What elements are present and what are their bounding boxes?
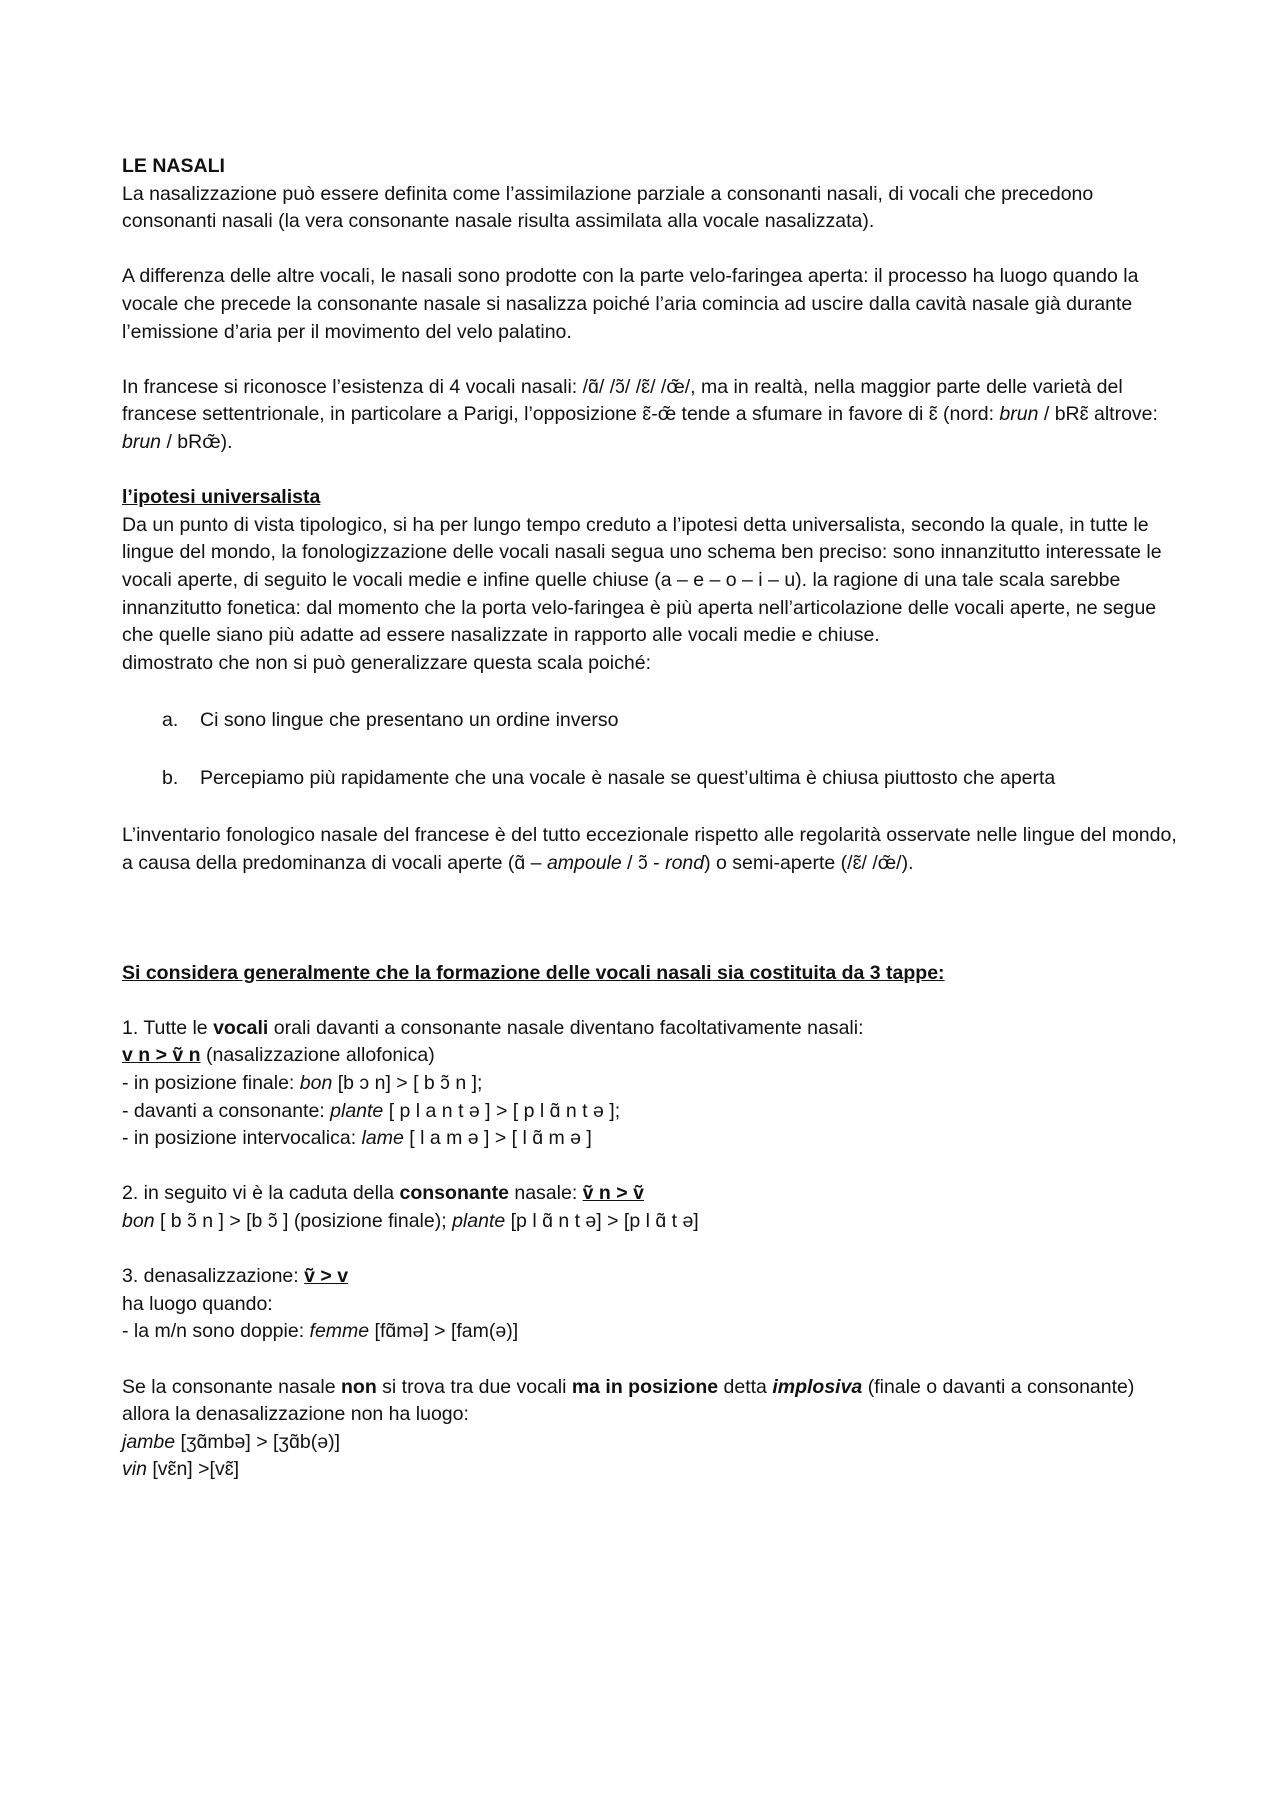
stage-1-rule: v n > ṽ n xyxy=(122,1044,201,1067)
stage-1-example: - davanti a consonante: plante [ p l a n t ə ] > [ p l ɑ̃ n t ə ]; xyxy=(122,1099,621,1122)
final-example: jambe [ʒɑ̃mbə] > [ʒɑ̃b(ə)] xyxy=(122,1430,340,1453)
stage-3: 3. denasalizzazione: ṽ > v ha luogo quando: - la m/n sono doppie: femme [fɑ̃mə] > [fam(ə)] xyxy=(122,1263,1180,1346)
stage-2: 2. in seguito vi è la caduta della consonante nasale: ṽ n > ṽ bon [ b ɔ̃ n ] > [b ɔ̃ ] (posizione finale); plante [p l ɑ̃ n t ə] > [p l ɑ̃ t ə] xyxy=(122,1180,1180,1235)
universalist-heading: l’ipotesi universalista xyxy=(122,486,321,509)
intro-paragraph-1: La nasalizzazione può essere definita come l’assimilazione parziale a consonanti nasali, di vocali che precedono consonanti nasali (la vera consonante nasale risulta assimilata alla vocale nasalizzata). xyxy=(122,182,1094,233)
intro-paragraph-2: A differenza delle altre vocali, le nasali sono prodotte con la parte velo-faringea aperta: il processo ha luogo quando la vocale che precede la consonante nasale si nasalizza poiché l’aria comincia ad uscire dalla cavità nasale già durante l’emissione d’aria per il movimento del velo palatino. xyxy=(122,265,1139,343)
universalist-paragraph-2: dimostrato che non si può generalizzare questa scala poiché: xyxy=(122,651,651,674)
stages-heading: Si considera generalmente che la formazione delle vocali nasali sia costituita da 3 tappe: xyxy=(122,961,945,984)
final-note: Se la consonante nasale non si trova tra due vocali ma in posizione detta implosiva (finale o davanti a consonante) allora la denasalizzazione non ha luogo: jambe [ʒɑ̃mbə] > [ʒɑ̃b(ə)] vin [vɛ̃n] >[vɛ̃] xyxy=(122,1374,1180,1484)
stage-2-rule: ṽ n > ṽ xyxy=(582,1182,644,1205)
final-example: vin [vɛ̃n] >[vɛ̃] xyxy=(122,1458,240,1481)
list-item: b. Percepiamo più rapidamente che una vocale è nasale se quest’ultima è chiusa piuttosto che aperta xyxy=(162,766,1056,789)
stage-1-example: - in posizione finale: bon [b ɔ n] > [ b ɔ̃ n ]; xyxy=(122,1072,483,1095)
counterexample-list xyxy=(122,707,1180,792)
stage-3-rule: ṽ > v xyxy=(304,1265,349,1288)
universalist-paragraph-1: Da un punto di vista tipologico, si ha per lungo tempo creduto a l’ipotesi detta universalista, secondo la quale, in tutte le lingue del mondo, la fonologizzazione delle vocali nasali segua uno schema ben preciso: sono innanzitutto interessate le vocali aperte, di seguito le vocali medie e infine quelle chiuse (a – e – o – i – u). la ragione di una tale scala sarebbe innanzitutto fonetica: dal momento che la porta velo-faringea è più aperta nell’articolazione delle vocali aperte, ne segue che quelle siano più adatte ad essere nasalizzate in rapporto alle vocali medie e chiuse. xyxy=(122,513,1162,647)
universalist-paragraph-3: L’inventario fonologico nasale del francese è del tutto eccezionale rispetto alle regolarità osservate nelle lingue del mondo, a causa della predominanza di vocali aperte (ɑ̃ – ampoule / ɔ̃ - rond) o semi-aperte (/ɛ̃/ /œ̃/). xyxy=(122,824,1177,875)
page-title: LE NASALI xyxy=(122,155,225,177)
stage-3-example: - la m/n sono doppie: femme [fɑ̃mə] > [fam(ə)] xyxy=(122,1320,519,1343)
stage-2-example: bon [ b ɔ̃ n ] > [b ɔ̃ ] (posizione finale); plante [p l ɑ̃ n t ə] > [p l ɑ̃ t ə] xyxy=(122,1210,699,1232)
stage-1-example: - in posizione intervocalica: lame [ l a m ə ] > [ l ɑ̃ m ə ] xyxy=(122,1127,592,1150)
stage-1: 1. Tutte le vocali orali davanti a consonante nasale diventano facoltativamente nasali: v n > ṽ n (nasalizzazione allofonica) - in posizione finale: bon [b ɔ n] > [ b ɔ̃ n ]; - davanti a consonante: plante [ p l a n t ə ] > [ p l ɑ̃ n t ə ]; - in posizione intervocalica: lame [ l a m ə ] > [ l ɑ̃ m ə ] xyxy=(122,1015,1180,1153)
intro-paragraph-3: In francese si riconosce l’esistenza di 4 vocali nasali: /ɑ̃/ /ɔ̃/ /ɛ̃/ /œ̃/, ma in realtà, nella maggior parte delle varietà del francese settentrionale, in particolare a Parigi, l’opposizione ɛ̃-œ̃ tende a sfumare in favore di ɛ̃ (nord: brun / bRɛ̃ altrove: brun / bRœ̃). xyxy=(122,375,1158,453)
list-item: a. Ci sono lingue che presentano un ordine inverso xyxy=(162,709,619,732)
